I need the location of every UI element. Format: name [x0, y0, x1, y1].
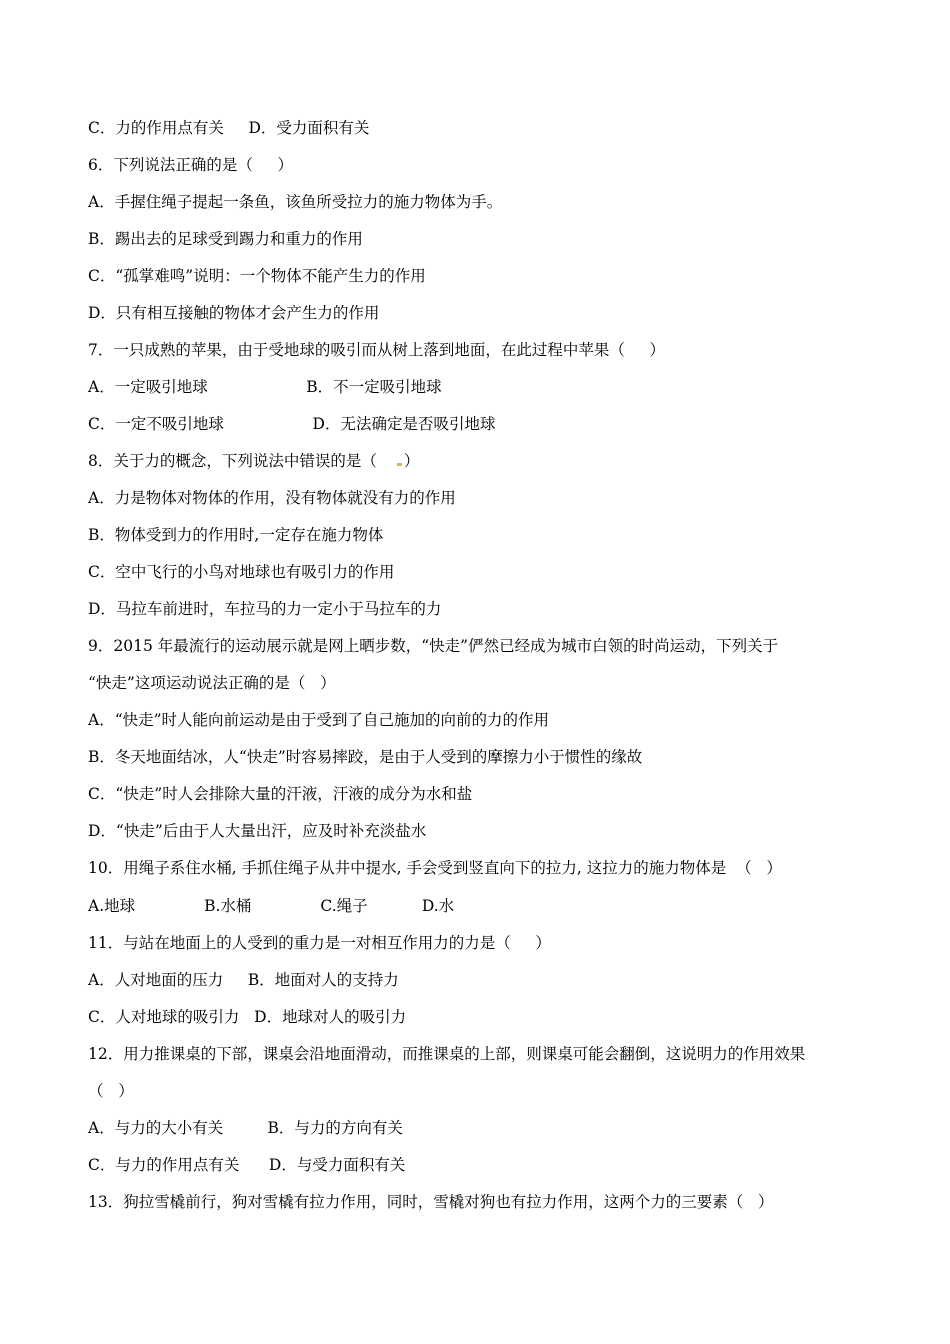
q12-stem-line2: （ ）: [88, 1082, 134, 1100]
q12-options-ab: A．与力的大小有关 B．与力的方向有关: [88, 1119, 403, 1137]
q8-stem-text: 8．关于力的概念，下列说法中错误的是（: [88, 452, 377, 470]
q9-stem-line2: “快走”这项运动说法正确的是（ ）: [88, 674, 336, 692]
q11-options-cd: C．人对地球的吸引力 D．地球对人的吸引力: [88, 1008, 407, 1026]
q10-options: A.地球 B.水桶 C.绳子 D.水: [88, 897, 455, 915]
q8-option-a: A．力是物体对物体的作用，没有物体就没有力的作用: [88, 489, 456, 507]
q8-option-c: C．空中飞行的小鸟对地球也有吸引力的作用: [88, 563, 395, 581]
q9-option-c: C．“快走”时人会排除大量的汗液，汗液的成分为水和盐: [88, 785, 473, 803]
q8-option-b: B．物体受到力的作用时,一定存在施力物体: [88, 526, 384, 544]
q7-options-ab: A．一定吸引地球 B．不一定吸引地球: [88, 378, 442, 396]
q9-option-a: A．“快走”时人能向前运动是由于受到了自己施加的向前的力的作用: [88, 711, 550, 729]
q6-option-c: C．“孤掌难鸣”说明：一个物体不能产生力的作用: [88, 267, 426, 285]
q6-option-b: B．踢出去的足球受到踢力和重力的作用: [88, 230, 363, 248]
q13-stem: 13．狗拉雪橇前行，狗对雪橇有拉力作用，同时，雪橇对狗也有拉力作用，这两个力的三要素（ ）: [88, 1193, 774, 1211]
q9-option-b: B．冬天地面结冰，人“快走”时容易摔跤，是由于人受到的摩擦力小于惯性的缘故: [88, 748, 643, 766]
q8-stem-close: ）: [403, 452, 420, 470]
q11-stem: 11．与站在地面上的人受到的重力是一对相互作用力的力是（ ）: [88, 934, 551, 952]
q8-stem: [88, 450, 419, 472]
q8-option-d: D．马拉车前进时，车拉马的力一定小于马拉车的力: [88, 600, 442, 618]
q6-option-a: A．手握住绳子提起一条鱼，该鱼所受拉力的施力物体为手。: [88, 193, 503, 211]
q5-options-cd: C．力的作用点有关 D．受力面积有关: [88, 119, 370, 137]
q12-stem-line1: 12．用力推课桌的下部，课桌会沿地面滑动，而推课桌的上部，则课桌可能会翻倒，这说明力的作用效果: [88, 1045, 806, 1063]
q9-option-d: D．“快走”后由于人大量出汗，应及时补充淡盐水: [88, 822, 427, 840]
q9-stem-line1: 9．2015 年最流行的运动展示就是网上晒步数，“快走”俨然已经成为城市白领的时尚运动，下列关于: [88, 637, 779, 655]
mark-icon: [397, 463, 402, 466]
q7-options-cd: C．一定不吸引地球 D．无法确定是否吸引地球: [88, 415, 496, 433]
q7-stem: 7．一只成熟的苹果，由于受地球的吸引而从树上落到地面，在此过程中苹果（ ）: [88, 341, 665, 359]
q10-stem: 10．用绳子系住水桶, 手抓住绳子从井中提水, 手会受到竖直向下的拉力, 这拉力的施力物体是 （ ）: [88, 859, 782, 877]
q11-options-ab: A．人对地面的压力 B．地面对人的支持力: [88, 971, 399, 989]
q12-options-cd: C．与力的作用点有关 D．与受力面积有关: [88, 1156, 406, 1174]
q6-option-d: D．只有相互接触的物体才会产生力的作用: [88, 304, 380, 322]
q6-stem: 6．下列说法正确的是（ ）: [88, 156, 293, 174]
